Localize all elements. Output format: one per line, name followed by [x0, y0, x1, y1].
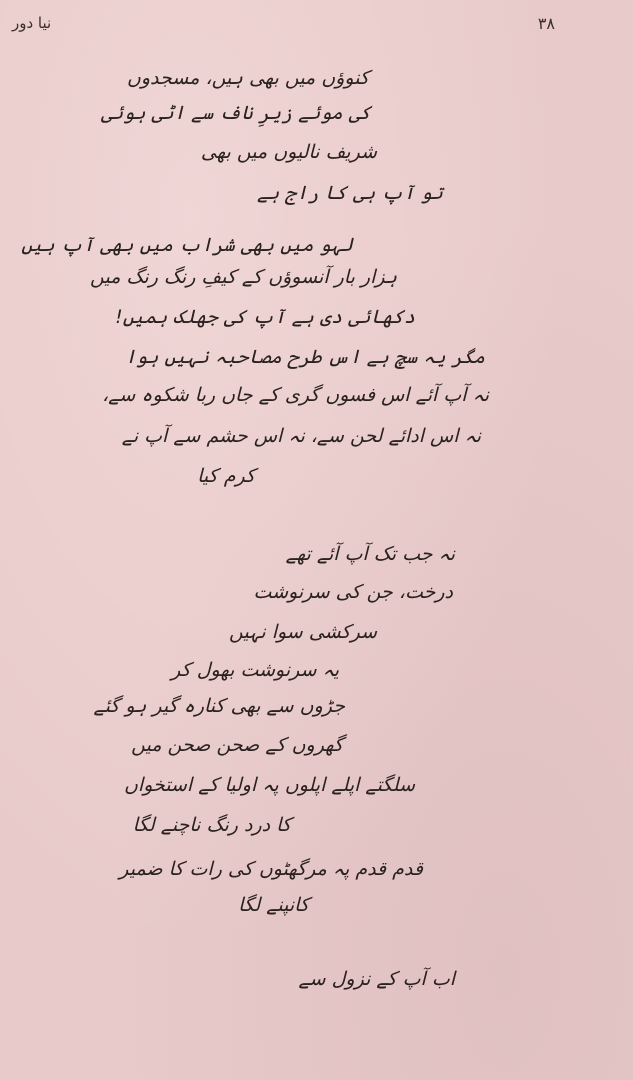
poem-line: دکھائی دی ہے آپ کی جھلک ہمیں! — [115, 306, 415, 328]
poem-line: نہ جب تک آپ آئے تھے — [285, 543, 455, 565]
poem-line: سلگتے اپلے اپلوں پہ اولیا کے استخواں — [123, 774, 415, 796]
poem-line: کنوؤں میں بھی ہیں، مسجدوں — [126, 67, 369, 89]
poem-line: کی موئے زیرِ ناف سے اٹی ہوئی — [100, 102, 371, 124]
poem-line: درخت، جن کی سرنوشت — [253, 581, 453, 603]
poem-line: جڑوں سے بھی کنارہ گیر ہو گئے — [93, 695, 345, 717]
poem-line: مگر یہ سچ ہے اس طرح مصاحبہ نہیں ہوا — [124, 346, 485, 368]
poem-line: لہو میں بھی شراب میں بھی آپ ہیں — [21, 234, 353, 256]
poem-line: کرم کیا — [197, 465, 255, 487]
poem-line: ہزار بار آنسوؤں کے کیفِ رنگ رنگ میں — [90, 266, 397, 288]
poem-line: کا درد رنگ ناچنے لگا — [132, 814, 291, 836]
poem-line: گھروں کے صحن صحن میں — [131, 734, 343, 756]
poem-line: قدم قدم پہ مرگھٹوں کی رات کا ضمیر — [119, 858, 423, 880]
page-number: ۳۸ — [537, 14, 555, 33]
journal-name: نیا دور — [12, 14, 52, 32]
poem-line: نہ اس ادائے لحن سے، نہ اس حشم سے آپ نے — [121, 425, 481, 447]
poem-line: تو آپ ہی کا راج ہے — [256, 182, 443, 204]
poem-line: سرکشی سوا نہیں — [229, 621, 377, 643]
poem-line: شریف نالیوں میں بھی — [200, 141, 377, 163]
poem-line: نہ آپ آئے اس فسوں گری کے جاں ربا شکوہ سے، — [102, 384, 489, 406]
poem-line: اب آپ کے نزول سے — [298, 968, 455, 990]
poem-line: کانپنے لگا — [238, 894, 309, 916]
poem-line: یہ سرنوشت بھول کر — [171, 659, 339, 681]
